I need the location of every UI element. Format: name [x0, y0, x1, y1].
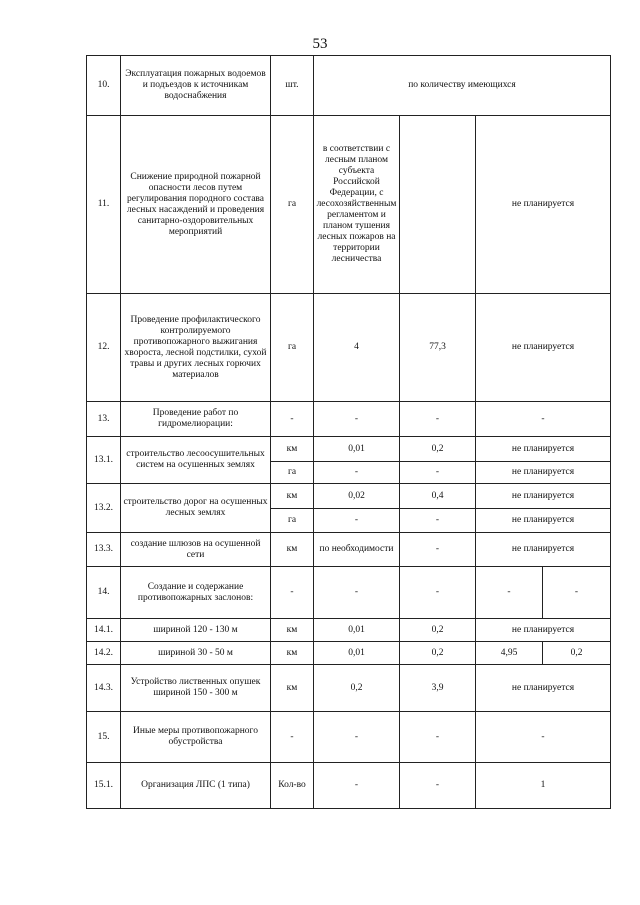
merged-cell: не планируется [476, 509, 611, 533]
value-cell: - [400, 763, 476, 809]
value-cell: 0,02 [314, 484, 400, 509]
merged-cell: - [476, 712, 611, 763]
forest-fire-measures-table [86, 55, 611, 809]
row-number: 15.1. [87, 763, 121, 809]
unit-cell: га [271, 462, 314, 484]
value-cell: - [400, 567, 476, 619]
row-number: 14.1. [87, 619, 121, 642]
table-row [87, 116, 611, 294]
unit-cell: - [271, 567, 314, 619]
row-number: 14.3. [87, 665, 121, 712]
value-cell: - [314, 462, 400, 484]
table-row [87, 402, 611, 437]
table-row [87, 712, 611, 763]
row-number: 14.2. [87, 642, 121, 665]
value-cell: 0,2 [314, 665, 400, 712]
value-cell: - [314, 402, 400, 437]
merged-cell: не планируется [476, 533, 611, 567]
value-cell: - [400, 402, 476, 437]
merged-cell: не планируется [476, 484, 611, 509]
value-cell: 0,01 [314, 437, 400, 462]
value-cell: - [476, 567, 543, 619]
table-row [87, 665, 611, 712]
table-row [87, 437, 611, 462]
table-row [87, 56, 611, 116]
unit-cell: км [271, 484, 314, 509]
value-cell: - [400, 509, 476, 533]
unit-cell: км [271, 533, 314, 567]
unit-cell: км [271, 437, 314, 462]
value-cell: - [314, 763, 400, 809]
value-cell: - [543, 567, 611, 619]
unit-cell: - [271, 402, 314, 437]
value-cell: 0,2 [400, 437, 476, 462]
value-cell: - [400, 533, 476, 567]
merged-cell: - [476, 402, 611, 437]
value-cell: 0,2 [543, 642, 611, 665]
measure-name: строительство лесоосушительных систем на осушенных землях [121, 437, 271, 484]
value-cell: 0,2 [400, 619, 476, 642]
measure-name: строительство дорог на осушенных лесных землях [121, 484, 271, 533]
measure-name: Организация ЛПС (1 типа) [121, 763, 271, 809]
measure-name: Иные меры противопожарного обустройства [121, 712, 271, 763]
value-cell: 0,4 [400, 484, 476, 509]
row-number: 11. [87, 116, 121, 294]
value-cell: 3,9 [400, 665, 476, 712]
value-cell: 0,2 [400, 642, 476, 665]
measure-name: шириной 30 - 50 м [121, 642, 271, 665]
row-number: 12. [87, 294, 121, 402]
value-cell: 77,3 [400, 294, 476, 402]
table-row [87, 294, 611, 402]
row-number: 14. [87, 567, 121, 619]
value-cell: - [400, 462, 476, 484]
row-number: 13.1. [87, 437, 121, 484]
measure-name: Снижение природной пожарной опасности лесов путем регулирования породного состава лесных насаждений и проведения санитарно-оздоровительных мероприятий [121, 116, 271, 294]
value-cell: 0,01 [314, 619, 400, 642]
value-cell: - [400, 712, 476, 763]
measure-name: Эксплуатация пожарных водоемов и подъездов к источникам водоснабжения [121, 56, 271, 116]
table-row [87, 484, 611, 509]
table-row [87, 619, 611, 642]
value-cell: 4,95 [476, 642, 543, 665]
merged-cell: не планируется [476, 462, 611, 484]
row-number: 10. [87, 56, 121, 116]
unit-cell: шт. [271, 56, 314, 116]
value-cell: 0,01 [314, 642, 400, 665]
unit-cell: км [271, 619, 314, 642]
merged-cell: не планируется [476, 437, 611, 462]
value-cell: - [314, 567, 400, 619]
value-cell [400, 116, 476, 294]
measure-name: шириной 120 - 130 м [121, 619, 271, 642]
page-number: 53 [312, 36, 328, 52]
measure-name: Создание и содержание противопожарных заслонов: [121, 567, 271, 619]
table-row [87, 763, 611, 809]
unit-cell: га [271, 509, 314, 533]
merged-cell: 1 [476, 763, 611, 809]
merged-cell: не планируется [476, 665, 611, 712]
merged-cell: не планируется [476, 294, 611, 402]
measure-name: Проведение профилактического контролируемого противопожарного выжигания хвороста, лесной подстилки, сухой травы и других лесных горючих материалов [121, 294, 271, 402]
value-cell: - [314, 712, 400, 763]
merged-cell: не планируется [476, 116, 611, 294]
unit-cell: га [271, 294, 314, 402]
value-cell: в соответствии с лесным планом субъекта Российской Федерации, с лесохозяйственным регламентом и планом тушения лесных пожаров на территории лесничества [314, 116, 400, 294]
measure-name: Проведение работ по гидромелиорации: [121, 402, 271, 437]
value-cell: по необходимости [314, 533, 400, 567]
unit-cell: - [271, 712, 314, 763]
unit-cell: га [271, 116, 314, 294]
row-number: 13.2. [87, 484, 121, 533]
measure-name: создание шлюзов на осушенной сети [121, 533, 271, 567]
measure-name: Устройство лиственных опушек шириной 150 - 300 м [121, 665, 271, 712]
row-number: 15. [87, 712, 121, 763]
unit-cell: км [271, 665, 314, 712]
unit-cell: км [271, 642, 314, 665]
merged-cell: не планируется [476, 619, 611, 642]
row-number: 13.3. [87, 533, 121, 567]
table-row [87, 533, 611, 567]
merged-cell: по количеству имеющихся [314, 56, 611, 116]
unit-cell: Кол-во [271, 763, 314, 809]
value-cell: 4 [314, 294, 400, 402]
table-row [87, 642, 611, 665]
row-number: 13. [87, 402, 121, 437]
table-row [87, 567, 611, 619]
value-cell: - [314, 509, 400, 533]
